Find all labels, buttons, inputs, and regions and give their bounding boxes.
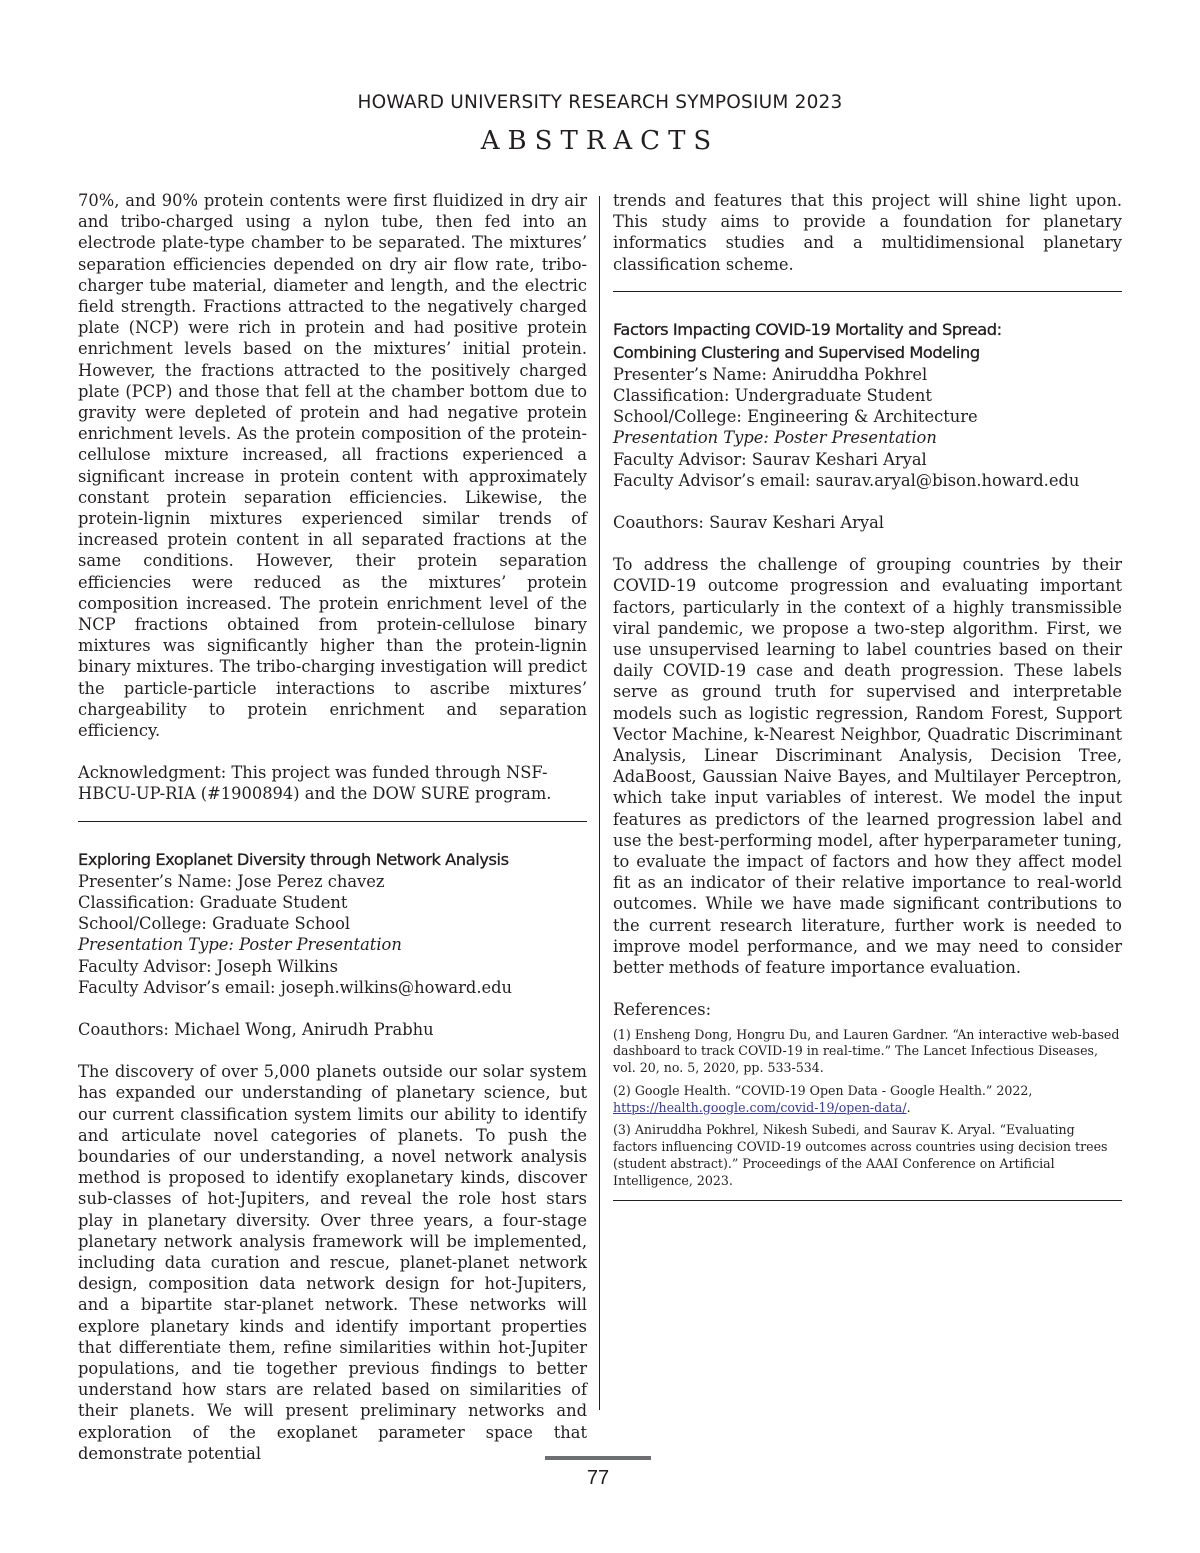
reference-1: (1) Ensheng Dong, Hongru Du, and Lauren Gardner. “An interactive web-based dashboard to track COVID-19 in real-time.” The Lancet Infectious Diseases, vol. 20, no. 5, 2020, pp. 533-534.: [613, 1026, 1120, 1076]
page-number-bar: [545, 1456, 651, 1460]
references-label: References:: [613, 1000, 712, 1020]
coauthors: Coauthors: Saurav Keshari Aryal: [613, 513, 885, 533]
page-number: 77: [586, 1467, 610, 1489]
continued-abstract-text: 70%, and 90% protein contents were first fluidized in dry air and tribo-charged using a nylon tube, then fed into an electrode plate-type chamber to be separated. The mixtures’ separation efficiencies depended on dry air flow rate, tribo-charger tube material, diameter and length, and the electric field strength. Fractions attracted to the negatively charged plate (NCP) were rich in protein and had positive protein enrichment levels based on the mixtures’ initial protein. However, the fractions attracted to the positively charged plate (PCP) and those that fell at the chamber bottom due to gravity were depleted of protein and had negative protein enrichment levels. As the protein composition of the protein-cellulose mixture increased, all fractions experienced a significant increase in protein content with approximately constant protein separation efficiencies. Likewise, the protein-lignin mixtures experienced similar trends of increased protein content in all separated fractions at the same conditions. However, their protein separation efficiencies were reduced as the mixtures’ protein composition increased. The protein enrichment level of the NCP fractions obtained from protein-cellulose binary mixtures was significantly higher than the protein-lignin binary mixtures. The tribo-charging investigation will predict the particle-particle interactions to ascribe mixtures’ chargeability to protein enrichment and separation efficiency.: [78, 191, 587, 741]
presenter-name: Presenter’s Name: Jose Perez chavez: [78, 871, 385, 891]
abstract-title-exoplanet: Exploring Exoplanet Diversity through Network Analysis: [78, 849, 509, 869]
reference-2-text: (2) Google Health. “COVID-19 Open Data - Google Health.” 2022,: [613, 1082, 1033, 1098]
abstract-title-covid-line-1: Factors Impacting COVID-19 Mortality and Spread:: [613, 319, 1002, 339]
presentation-type: Presentation Type: Poster Presentation: [613, 428, 937, 448]
faculty-advisor-email: Faculty Advisor’s email: saurav.aryal@bison.howard.edu: [613, 470, 1080, 490]
school-college: School/College: Engineering & Architecture: [613, 407, 978, 427]
abstract-title-covid-line-2: Combining Clustering and Supervised Modeling: [613, 342, 980, 362]
presenter-name: Presenter’s Name: Aniruddha Pokhrel: [613, 364, 928, 384]
faculty-advisor: Faculty Advisor: Saurav Keshari Aryal: [613, 449, 927, 469]
abstract-body-exoplanet: The discovery of over 5,000 planets outside our solar system has expanded our understanding of planetary science, but our current classification system limits our ability to identify and articulate novel categories of planets. To push the boundaries of our understanding, a novel network analysis method is proposed to identify exoplanetary kinds, discover sub-classes of hot-Jupiters, and reveal the role host stars play in planetary diversity. Over three years, a four-stage planetary network analysis framework will be implemented, including data curation and rescue, planet-planet network design, composition data network design for hot-Jupiters, and a bipartite star-planet network. These networks will explore planetary kinds and identify important properties that differentiate them, refine similarities within hot-Jupiter populations, and tie together previous findings to better understand how stars are related based on similarities of their planets. We will present preliminary networks and exploration of the exoplanet parameter space that demonstrate potential: [78, 1062, 587, 1463]
presentation-type: Presentation Type: Poster Presentation: [78, 935, 402, 955]
reference-3: (3) Aniruddha Pokhrel, Nikesh Subedi, and Saurav K. Aryal. “Evaluating factors influencing COVID-19 outcomes across countries using decision trees (student abstract).” Proceedings of the AAAI Conference on Artificial Intelligence, 2023.: [613, 1122, 1108, 1188]
right-column: [613, 190, 1122, 1201]
coauthors: Coauthors: Michael Wong, Anirudh Prabhu: [78, 1019, 434, 1039]
column-divider: [599, 196, 600, 1410]
classification: Classification: Graduate Student: [78, 892, 348, 912]
faculty-advisor-email: Faculty Advisor’s email: joseph.wilkins@howard.edu: [78, 977, 513, 997]
continued-abstract-text-right: trends and features that this project will shine light upon. This study aims to provide a foundation for planetary informatics studies and a multidimensional planetary classification scheme.: [613, 191, 1122, 274]
left-column: [78, 190, 587, 1464]
faculty-advisor: Faculty Advisor: Joseph Wilkins: [78, 956, 338, 976]
section-divider: [613, 1200, 1122, 1201]
section-title: ABSTRACTS: [480, 126, 720, 156]
reference-2: [613, 1083, 1122, 1117]
acknowledgment-line-2: HBCU-UP-RIA (#1900894) and the DOW SURE program.: [78, 784, 552, 804]
abstract-body-covid: To address the challenge of grouping countries by their COVID-19 outcome progression and evaluating important factors, particularly in the context of a highly transmissible viral pandemic, we propose a two-step algorithm. First, we use unsupervised learning to label countries based on their daily COVID-19 case and death progression. These labels serve as ground truth for supervised and interpretable models such as logistic regression, Random Forest, Support Vector Machine, k-Nearest Neighbor, Quadratic Discriminant Analysis, Linear Discriminant Analysis, Decision Tree, AdaBoost, Gaussian Naive Bayes, and Multilayer Perceptron, which take input variables of interest. We model the input features as predictors of the learned progression label and use the best-performing model, after hyperparameter tuning, to evaluate the impact of factors and how they affect model fit as an indicator of their relative importance to real-world outcomes. While we have made significant contributions to the current research literature, further work is needed to improve model performance, and we may need to consider better methods of feature importance evaluation.: [613, 555, 1122, 978]
school-college: School/College: Graduate School: [78, 914, 351, 934]
classification: Classification: Undergraduate Student: [613, 386, 932, 406]
reference-2-end: .: [906, 1099, 911, 1115]
acknowledgment-line-1: Acknowledgment: This project was funded through NSF-: [78, 763, 548, 783]
reference-2-link[interactable]: https://health.google.com/covid-19/open-data/: [613, 1099, 907, 1115]
symposium-header: HOWARD UNIVERSITY RESEARCH SYMPOSIUM 2023: [357, 92, 843, 113]
